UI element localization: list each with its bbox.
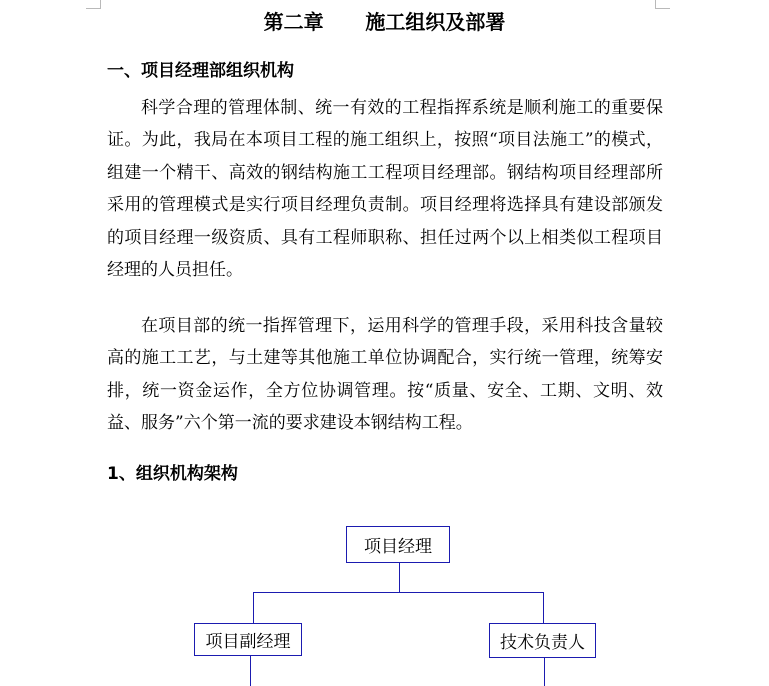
body-paragraph: 科学合理的管理体制、统一有效的工程指挥系统是顺利施工的重要保证。为此，我局在本项目工程的施工组织上，按照“项目法施工”的模式，组建一个精干、高效的钢结构施工工程项目经理部。钢结构项目经理部所采用的管理模式是实行项目经理负责制。项目经理将选择具有建设部颁发的项目经理一级资质、具有工程师职称、担任过两个以上相类似工程项目经理的人员担任。 (107, 98, 663, 281)
section-heading: 一、项目经理部组织机构 (107, 61, 294, 81)
org-connector-top (399, 563, 400, 592)
chapter-title: 第二章 施工组织及部署 (263, 10, 506, 34)
org-connector-right-down (544, 658, 545, 686)
org-box-project-manager: 项目经理 (346, 526, 450, 563)
org-box-technical-lead: 技术负责人 (489, 623, 596, 658)
org-connector-horizontal (253, 592, 544, 593)
org-connector-left (253, 592, 254, 623)
subsection-heading: 1、组织机构架构 (107, 464, 238, 484)
org-box-deputy-manager: 项目副经理 (194, 623, 302, 656)
org-connector-left-down (250, 656, 251, 686)
org-connector-right (543, 592, 544, 623)
body-paragraph: 在项目部的统一指挥管理下，运用科学的管理手段，采用科技含量较高的施工工艺，与土建等其他施工单位协调配合，实行统一管理，统筹安排，统一资金运作，全方位协调管理。按“质量、安全、工期、文明、效益、服务”六个第一流的要求建设本钢结构工程。 (107, 316, 663, 434)
